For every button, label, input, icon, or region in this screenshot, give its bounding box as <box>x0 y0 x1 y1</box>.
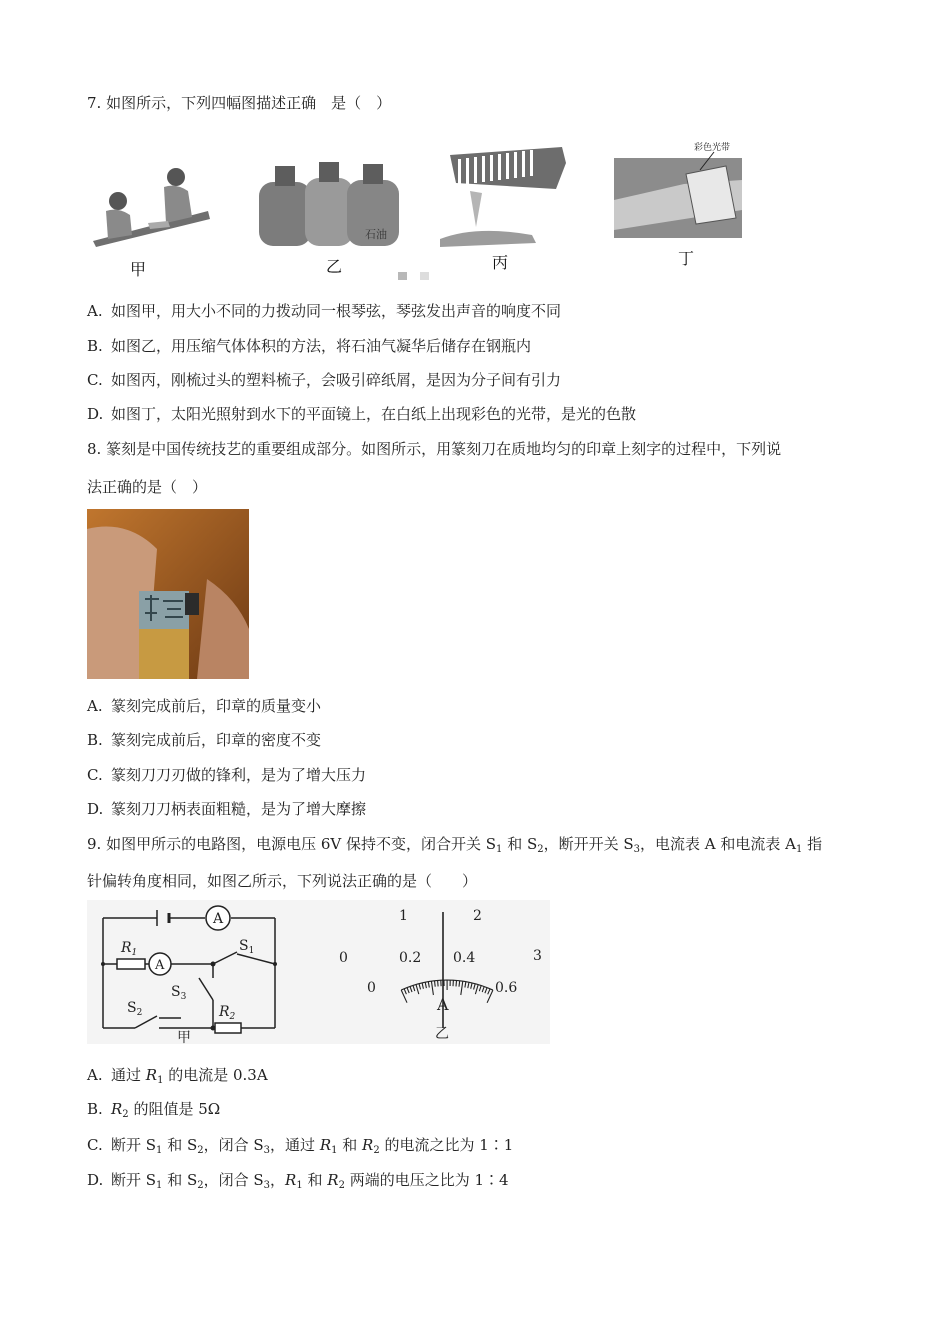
option-letter: A. <box>87 697 103 715</box>
option-text: 的电流之比为 1∶1 <box>379 1136 514 1154</box>
option-text: 断开 S <box>111 1136 157 1154</box>
q7-label-yi: 乙 <box>326 257 343 276</box>
q8-option-b[interactable] <box>87 730 321 750</box>
subscript: 1 <box>496 844 503 855</box>
option-text: 如图丙，刚梳过头的塑料梳子，会吸引碎纸屑，是因为分子间有引力 <box>111 371 562 389</box>
subscript: 2 <box>122 1109 129 1120</box>
q7-label-ding: 丁 <box>678 249 695 268</box>
option-text: 和 <box>337 1136 363 1154</box>
q8-option-a[interactable] <box>87 696 321 716</box>
junction-dot <box>273 962 277 966</box>
meter-label: 乙 <box>435 1026 449 1042</box>
seal-body <box>139 629 189 679</box>
subscript: 3 <box>633 844 641 855</box>
stem-text: ，电流表 A 和电流表 A <box>640 835 797 853</box>
option-letter: D. <box>87 1171 104 1189</box>
circuit-label: 甲 <box>177 1030 191 1044</box>
option-text: 如图甲，用大小不同的力拨动同一根琴弦，琴弦发出声音的响度不同 <box>111 302 562 320</box>
q7-stem: 7. 如图所示，下列四幅图描述正确 是（ ） <box>87 94 392 112</box>
q7-label-bing: 丙 <box>492 253 509 272</box>
pagination-dots <box>398 267 432 277</box>
option-text: ，闭合 S <box>203 1136 264 1154</box>
q7-option-d[interactable] <box>87 404 636 424</box>
option-text: 和 S <box>162 1136 198 1154</box>
light-band-caption: 彩色光带 <box>694 143 731 153</box>
option-letter: B. <box>87 337 103 355</box>
option-letter: B. <box>87 731 103 749</box>
r2-label: $R_2$ <box>219 1004 236 1022</box>
q8-stem-line1: 8. 篆刻是中国传统技艺的重要组成部分。如图所示，用篆刻刀在质地均匀的印章上刻字的过程中，下列说 <box>87 440 782 458</box>
lower-tick-3: 0.6 <box>495 980 518 996</box>
q8-option-c[interactable] <box>87 765 366 785</box>
carving-knife <box>185 593 199 615</box>
s3-label: $S_3$ <box>171 984 187 1002</box>
q7-option-c[interactable] <box>87 370 561 390</box>
variable-r: R <box>111 1100 123 1118</box>
meter-tick <box>435 981 436 987</box>
meter-tick <box>456 980 457 986</box>
q9-option-c[interactable] <box>87 1135 513 1155</box>
subscript: 1 <box>796 844 803 855</box>
subscript: 3 <box>263 1145 271 1156</box>
meter-tick <box>438 980 439 986</box>
option-text: 篆刻刀刀刃做的锋利，是为了增大压力 <box>111 766 367 784</box>
resistor-r2 <box>215 1023 241 1033</box>
stem-text: 9. 如图甲所示的电路图，电源电压 6V 保持不变，闭合开关 S <box>87 835 497 853</box>
option-text: 和 <box>302 1171 328 1189</box>
lower-tick-1: 0.2 <box>399 950 422 966</box>
upper-tick-3: 3 <box>533 948 542 964</box>
stem-text: 指 <box>802 835 823 853</box>
upper-tick-2: 2 <box>473 908 482 924</box>
q9-figure <box>87 900 550 1044</box>
q9-stem-line2: 针偏转角度相同，如图乙所示，下列说法正确的是（ ） <box>87 872 478 890</box>
q8-stem-line2: 法正确的是（ ） <box>87 478 208 496</box>
option-letter: A. <box>87 302 103 320</box>
option-text: 两端的电压之比为 1∶4 <box>344 1171 509 1189</box>
stem-text: ，断开开关 S <box>543 835 634 853</box>
comb-paper-image <box>436 143 572 251</box>
option-letter: D. <box>87 405 104 423</box>
option-text: 如图乙，用压缩气体体积的方法，将石油气凝华后储存在钢瓶内 <box>111 337 532 355</box>
r1-label: $R_1$ <box>121 940 138 958</box>
subscript: 2 <box>197 1180 204 1191</box>
upper-tick-0: 0 <box>339 950 348 966</box>
lower-tick-2: 0.4 <box>453 950 476 966</box>
option-letter: C. <box>87 1136 103 1154</box>
option-letter: C. <box>87 766 103 784</box>
option-text: 篆刻完成前后，印章的密度不变 <box>111 731 322 749</box>
option-text: 篆刻完成前后，印章的质量变小 <box>111 697 322 715</box>
meter-tick <box>459 981 460 987</box>
q9-stem-line1 <box>87 834 822 854</box>
option-text: ，闭合 S <box>203 1171 264 1189</box>
option-text: 如图丁，太阳光照射到水下的平面镜上，在白纸上出现彩色的光带，是光的色散 <box>111 405 637 423</box>
upper-tick-1: 1 <box>399 908 408 924</box>
variable-r: R <box>285 1171 297 1189</box>
seal-face <box>139 591 189 631</box>
meter-unit: A <box>437 995 449 1014</box>
s2-label: $S_2$ <box>127 1000 143 1018</box>
option-text: 通过 <box>111 1066 146 1084</box>
junction-dot <box>211 1026 216 1031</box>
ammeter-a-label: A <box>213 911 224 927</box>
variable-r: R <box>145 1066 158 1084</box>
q9-option-d[interactable] <box>87 1170 509 1190</box>
s1-label: $S_1$ <box>239 938 255 956</box>
option-text: 断开 S <box>111 1171 157 1189</box>
stem-text: 和 S <box>502 835 538 853</box>
subscript: 2 <box>338 1180 345 1191</box>
subscript: 3 <box>263 1180 271 1191</box>
subscript: 2 <box>373 1145 380 1156</box>
dot-1 <box>398 272 407 280</box>
zither-players-image <box>88 163 213 251</box>
subscript: 1 <box>331 1145 338 1156</box>
q8-seal-carving-image <box>87 509 249 679</box>
q7-figure-jia <box>88 163 213 251</box>
option-letter: B. <box>87 1100 103 1118</box>
q7-option-a[interactable] <box>87 301 561 321</box>
variable-r: R <box>362 1136 374 1154</box>
junction-dot <box>101 962 105 966</box>
lower-tick-0: 0 <box>367 980 376 996</box>
junction-dot <box>211 962 216 967</box>
q9-option-b[interactable] <box>87 1099 220 1119</box>
circuit-and-meter-diagram <box>87 900 550 1044</box>
q7-figure-bing <box>436 143 572 251</box>
variable-r: R <box>319 1136 332 1154</box>
q8-option-d[interactable] <box>87 799 366 819</box>
option-letter: D. <box>87 800 104 818</box>
q7-label-jia: 甲 <box>130 260 147 279</box>
option-text: 篆刻刀刀柄表面粗糙，是为了增大摩擦 <box>111 800 367 818</box>
cylinder-caption: 石油 <box>365 228 387 241</box>
q7-figure-ding <box>614 140 744 240</box>
option-text: ，通过 <box>270 1136 320 1154</box>
variable-r: R <box>327 1171 339 1189</box>
option-letter: A. <box>87 1066 103 1084</box>
subscript: 1 <box>296 1180 303 1191</box>
subscript: 1 <box>156 1145 163 1156</box>
subscript: 2 <box>537 844 544 855</box>
subscript: 2 <box>197 1145 204 1156</box>
light-dispersion-image <box>614 140 744 240</box>
ammeter-a1-label: A <box>155 958 165 973</box>
option-letter: C. <box>87 371 103 389</box>
option-text: 和 S <box>162 1171 198 1189</box>
gas-cylinders-image <box>255 160 403 248</box>
q7-option-b[interactable] <box>87 336 531 356</box>
subscript: 1 <box>156 1180 163 1191</box>
dot-2 <box>420 272 429 280</box>
q9-option-a[interactable] <box>87 1065 268 1085</box>
subscript: 1 <box>157 1075 164 1086</box>
resistor-r1 <box>117 959 145 969</box>
option-text: ， <box>270 1171 286 1189</box>
option-text: 的电流是 0.3A <box>163 1066 268 1084</box>
option-text: 的阻值是 5Ω <box>128 1100 221 1118</box>
q7-figure-yi <box>255 160 403 248</box>
